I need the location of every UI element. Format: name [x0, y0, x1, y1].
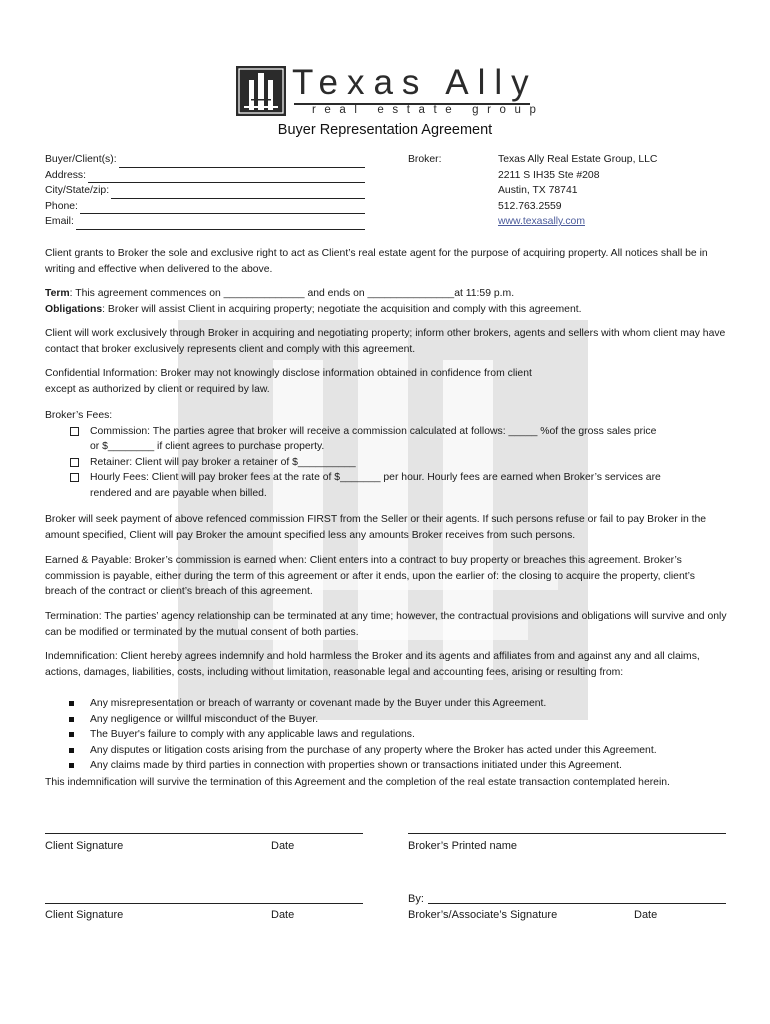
buyer-field[interactable]: Buyer/Client(s): — [45, 152, 365, 168]
client-date-label-2: Date — [271, 909, 295, 921]
term-text: : This agreement commences on ______________ and ends on _______________at 11:59 p.m. — [69, 288, 515, 299]
client-signature-line-2[interactable] — [45, 903, 363, 904]
termination-paragraph: Termination: The parties’ agency relationship can be terminated at any time; however, the contractual provisions and obligations will survive and only can be modified or terminated by the mutual consent of both parties. — [45, 611, 727, 638]
list-item: Any disputes or litigation costs arising from the purchase of any property where the Broker has acted under this Agreement. — [45, 743, 729, 759]
list-item: Any misrepresentation or breach of warranty or covenant made by the Buyer under this Agreement. — [45, 696, 729, 712]
exclusive-paragraph: Client will work exclusively through Broker in acquiring and negotiating property; inform other brokers, agents and sellers with whom client may have contact that broker exclusively represents client and comply with this agreement. — [45, 328, 726, 355]
obligations-text: : Broker will assist Client in acquiring property; negotiate the acquisition and comply with this agreement. — [102, 303, 582, 315]
term-paragraph — [45, 286, 729, 317]
logo-tagline: real estate group — [312, 104, 545, 116]
broker-date-label: Date — [634, 909, 658, 921]
broker-website-link[interactable]: www.texasally.com — [498, 216, 585, 228]
broker-printed-name-line[interactable] — [408, 833, 726, 834]
client-signature-label-2: Client Signature — [45, 909, 124, 921]
address-field[interactable]: Address: — [45, 168, 365, 184]
bullet-icon — [69, 748, 74, 753]
grant-paragraph: Client grants to Broker the sole and exclusive right to act as Client’s real estate agent for the purpose of acquiring property. All notices shall be in writing and effective when delivered to the above. — [45, 248, 708, 275]
broker-signature-line[interactable] — [428, 903, 726, 904]
hourly-checkbox[interactable] — [70, 473, 79, 482]
fee-option-hourly: Hourly Fees: Client will pay broker fees at the rate of $_______ per hour. Hourly fees are earned when Broker’s services are rendered and are payable when billed. — [45, 470, 729, 501]
client-signature-line-1[interactable] — [45, 833, 363, 834]
client-info — [45, 152, 365, 230]
earned-paragraph: Earned & Payable: Broker’s commission is earned when: Client enters into a contract to buy property or breaches this agreement. Broker’s commission is payable, either during the term of this agreement or after it ends, upon the earlier of: the closing to acquire the property, client’s breach of the contract or client’s breach of this agreement. — [45, 555, 695, 598]
broker-city: Austin, TX 78741 — [498, 185, 578, 197]
fee-option-commission: Commission: The parties agree that broker will receive a commission calculated at follows: _____ %of the gross sales price or $________ if client agrees to purchase property. — [45, 424, 729, 455]
city-state-zip-field[interactable]: City/State/zip: — [45, 183, 365, 199]
indemnity-list — [45, 696, 729, 774]
client-date-label-1: Date — [271, 840, 295, 852]
broker-info — [498, 152, 657, 230]
by-label: By: — [408, 893, 424, 905]
fees-heading: Broker’s Fees: — [45, 410, 113, 421]
retainer-checkbox[interactable] — [70, 458, 79, 467]
logo-name: Texas Ally — [292, 63, 538, 102]
phone-field[interactable]: Phone: — [45, 199, 365, 215]
company-logo — [236, 63, 545, 118]
client-signature-label-1: Client Signature — [45, 840, 124, 852]
payment-paragraph: Broker will seek payment of above refenced commission FIRST from the Seller or their agents. If such persons refuse or fail to pay Broker in the amount specified, Client will pay Broker the amount specified less any amounts Broker receives from such persons. — [45, 514, 707, 541]
list-item: The Buyer's failure to comply with any applicable laws and regulations. — [45, 727, 729, 743]
commission-checkbox[interactable] — [70, 427, 79, 436]
document-title: Buyer Representation Agreement — [277, 122, 493, 138]
broker-label: Broker: — [408, 154, 442, 165]
bullet-icon — [69, 763, 74, 768]
broker-signature-label: Broker’s/Associate’s Signature — [408, 909, 558, 921]
fee-option-retainer: Retainer: Client will pay broker a retainer of $__________ — [45, 455, 729, 471]
broker-address: 2211 S IH35 Ste #208 — [498, 169, 600, 181]
email-field[interactable]: Email: — [45, 214, 365, 230]
list-item: Any claims made by third parties in connection with properties shown or transactions initiated under this Agreement. — [45, 758, 729, 774]
survive-paragraph: This indemnification will survive the termination of this Agreement and the completion of the real estate transaction contemplated herein. — [45, 777, 670, 788]
term-label: Term — [45, 288, 70, 299]
obligations-label: Obligations — [45, 303, 103, 315]
indemnification-paragraph: Indemnification: Client hereby agrees indemnify and hold harmless the Broker and its agents and affiliates from and against any and all claims, actions, damages, liabilities, costs, including without limitation, reasonable legal and accounting fees, arising or resulting from: — [45, 651, 700, 678]
fees-section — [45, 408, 729, 502]
broker-phone: 512.763.2559 — [498, 200, 562, 212]
broker-name: Texas Ally Real Estate Group, LLC — [498, 154, 658, 165]
list-item: Any negligence or willful misconduct of the Buyer. — [45, 712, 729, 728]
bullet-icon — [69, 732, 74, 737]
bullet-icon — [69, 717, 74, 722]
confidential-paragraph: Confidential Information: Broker may not knowingly disclose information obtained in confidence from client except as authorized by client or required by law. — [45, 368, 532, 395]
broker-printed-name-label: Broker’s Printed name — [408, 840, 518, 852]
building-icon — [236, 66, 286, 116]
bullet-icon — [69, 701, 74, 706]
